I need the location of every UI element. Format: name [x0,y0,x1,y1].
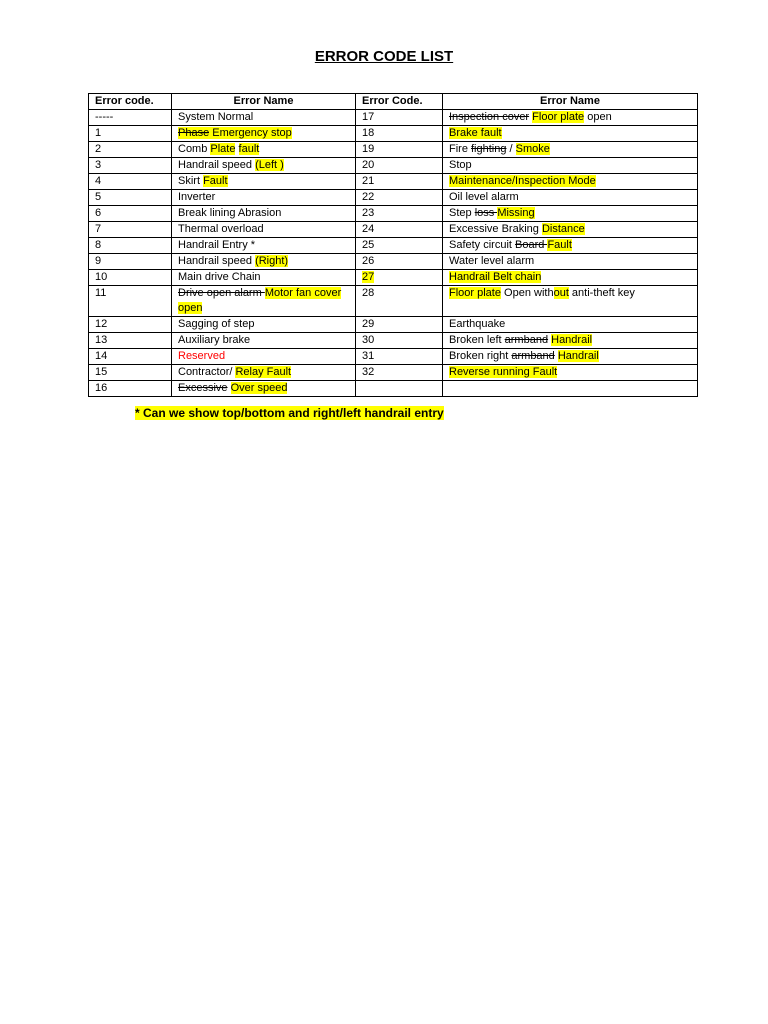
table-body [89,110,698,397]
handrail-entry-note [135,406,444,420]
header-error-name-left: Error Name [172,94,356,110]
error-name-cell [172,254,356,270]
text-segment: Handrail Belt chain [449,271,542,283]
error-name-cell [172,142,356,158]
error-code-cell: 24 [356,222,443,238]
error-name-cell [443,254,698,270]
text-segment: Handrail [557,350,599,362]
error-name-cell [443,222,698,238]
text-segment: Motor fan cover open [178,287,342,314]
error-name-cell [172,270,356,286]
table-row [89,349,698,365]
error-name-cell [443,110,698,126]
text-segment: Brake fault [449,127,502,139]
error-name-cell [172,349,356,365]
error-code-cell: 29 [356,317,443,333]
text-segment: System Normal [178,111,254,123]
error-name-cell [443,158,698,174]
text-segment: Board [515,239,548,251]
error-code-cell: 18 [356,126,443,142]
error-code-cell [356,381,443,397]
text-segment: fault [238,143,260,155]
error-code-cell: 10 [89,270,172,286]
text-segment: Fault [203,175,228,187]
text-segment: / [229,366,233,378]
header-error-code-right: Error Code. [356,94,443,110]
text-segment: fighting [471,143,507,155]
text-segment: Floor plate [449,287,501,299]
table-row [89,206,698,222]
text-segment: Comb [178,143,211,155]
text-segment: Reverse running Fault [449,366,558,378]
table-row [89,381,698,397]
error-name-cell [443,381,698,397]
error-name-cell [172,206,356,222]
error-name-cell [443,317,698,333]
text-segment: Thermal overload [178,223,264,235]
text-segment: Water level alarm [449,255,535,267]
text-segment: Skirt [178,175,204,187]
text-segment: Over speed [230,382,288,394]
error-code-cell: 31 [356,349,443,365]
error-code-cell: 13 [89,333,172,349]
error-code-cell: 32 [356,365,443,381]
error-name-cell [443,190,698,206]
text-segment: Plate [210,143,236,155]
text-segment: open [584,111,612,123]
error-code-cell: 6 [89,206,172,222]
error-code-cell: 12 [89,317,172,333]
error-name-cell [172,238,356,254]
text-segment: Fault [547,239,572,251]
table-row [89,254,698,270]
error-name-cell [172,333,356,349]
text-segment: Main drive Chain [178,271,261,283]
error-code-cell: 25 [356,238,443,254]
error-name-cell [443,174,698,190]
error-code-cell: 20 [356,158,443,174]
error-code-cell: 22 [356,190,443,206]
error-code-cell: 1 [89,126,172,142]
table-row [89,174,698,190]
text-segment: Step [449,207,475,219]
text-segment: Safety circuit [449,239,516,251]
error-code-cell: 5 [89,190,172,206]
text-segment: Emergency stop [209,127,292,139]
error-code-cell: 16 [89,381,172,397]
error-name-cell [443,206,698,222]
error-code-cell: ----- [89,110,172,126]
table-row [89,126,698,142]
error-name-cell [172,110,356,126]
text-segment: Handrail speed [178,159,256,171]
text-segment: Auxiliary brake [178,334,251,346]
table-row [89,270,698,286]
text-segment: Contractor [178,366,230,378]
table-row [89,142,698,158]
text-segment: Reserved [178,350,226,362]
header-error-name-right: Error Name [443,94,698,110]
text-segment: Earthquake [449,318,506,330]
text-segment: Missing [497,207,535,219]
error-code-cell: 19 [356,142,443,158]
text-segment: Handrail [551,334,593,346]
text-segment: armband [511,350,555,362]
text-segment: loss [474,207,498,219]
text-segment: Drive open alarm [178,287,265,299]
error-name-cell [172,190,356,206]
text-segment: Relay Fault [235,366,292,378]
table-row [89,238,698,254]
error-name-cell [443,333,698,349]
error-code-cell: 9 [89,254,172,270]
error-code-cell: 4 [89,174,172,190]
error-code-cell: 3 [89,158,172,174]
note-text: * Can we show top/bottom and right/left handrail entry [135,406,444,420]
text-segment: Phase [178,127,210,139]
table-row [89,333,698,349]
text-segment: (Left ) [255,159,284,171]
error-code-cell: 2 [89,142,172,158]
text-segment: Excessive Braking [449,223,542,235]
error-name-cell [172,174,356,190]
error-name-cell [172,381,356,397]
text-segment: Maintenance/Inspection Mode [449,175,596,187]
text-segment: Broken right [449,350,512,362]
text-segment: Floor plate [532,111,585,123]
error-name-cell [172,126,356,142]
error-code-cell: 15 [89,365,172,381]
text-segment: Broken left [449,334,505,346]
error-name-cell [172,222,356,238]
error-code-cell [356,270,443,286]
error-name-cell [172,317,356,333]
text-segment: Oil level alarm [449,191,519,203]
text-segment: Sagging of step [178,318,255,330]
error-code-cell: 21 [356,174,443,190]
error-name-cell [443,270,698,286]
table-row [89,158,698,174]
text-segment: Inverter [178,191,216,203]
error-code-cell: 7 [89,222,172,238]
text-segment: Distance [541,223,585,235]
text-segment: armband [504,334,549,346]
text-segment: Smoke [515,143,550,155]
table-row [89,286,698,317]
error-code-table [88,93,698,397]
text-segment: Fire [449,143,471,155]
table-row [89,190,698,206]
error-code-cell: 8 [89,238,172,254]
text-segment: Handrail Entry * [178,239,256,251]
text-segment: Handrail speed [178,255,256,267]
text-segment: Open with [500,287,554,299]
text-segment: out [553,287,569,299]
text-segment: Excessive [178,382,228,394]
error-name-cell [172,158,356,174]
text-segment: Stop [449,159,472,171]
error-code-cell: 23 [356,206,443,222]
error-code-cell: 17 [356,110,443,126]
error-name-cell [443,142,698,158]
text-segment: anti-theft key [568,287,635,299]
table-row [89,222,698,238]
error-code-cell: 26 [356,254,443,270]
table-header-row [89,94,698,110]
document-title: ERROR CODE LIST [314,48,454,65]
table-row [89,365,698,381]
text-segment: Inspection cover [449,111,530,123]
error-name-cell [172,365,356,381]
error-name-cell [443,286,698,317]
error-name-cell [443,126,698,142]
error-name-cell [443,349,698,365]
error-code-cell: 14 [89,349,172,365]
error-name-cell [172,286,356,317]
header-error-code-left: Error code. [89,94,172,110]
text-segment: 27 [362,271,375,283]
table-row [89,317,698,333]
error-name-cell [443,365,698,381]
table-row [89,110,698,126]
text-segment: / [506,143,516,155]
error-name-cell [443,238,698,254]
error-code-cell: 11 [89,286,172,317]
text-segment: (Right) [255,255,289,267]
error-code-cell: 28 [356,286,443,317]
error-code-cell: 30 [356,333,443,349]
text-segment: Break lining Abrasion [178,207,282,219]
